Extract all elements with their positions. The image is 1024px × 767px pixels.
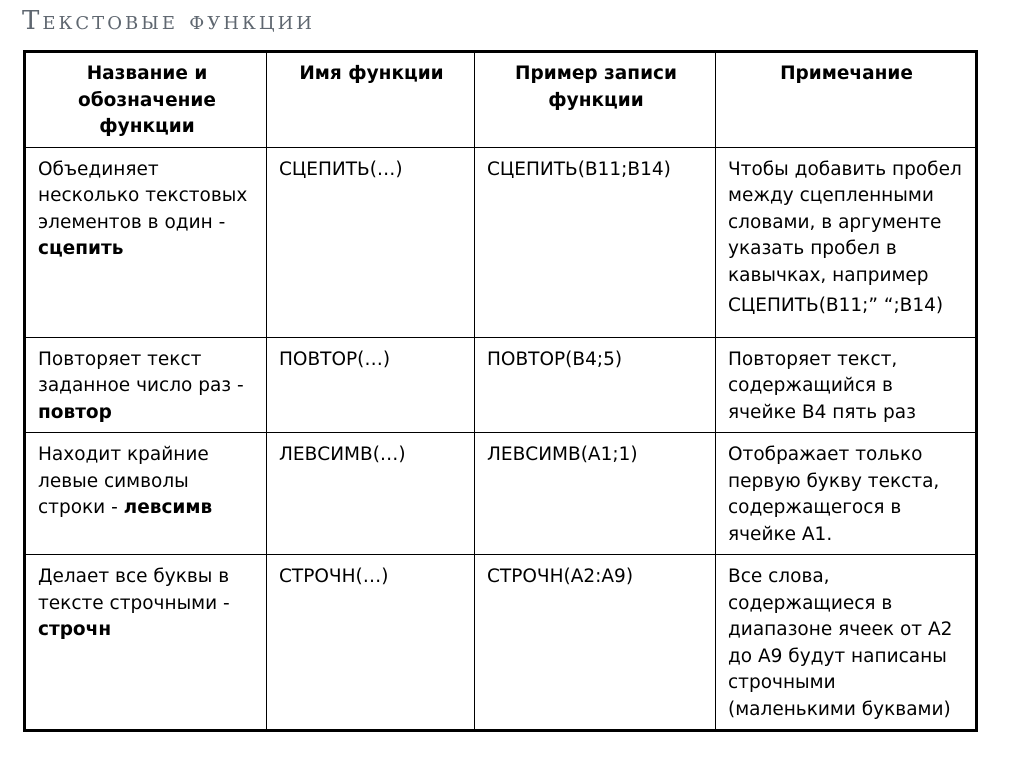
function-keyword: левсимв bbox=[123, 497, 213, 518]
note-cell bbox=[716, 147, 977, 337]
header-note: Примечание bbox=[716, 52, 977, 148]
example-cell: ЛЕВСИМВ(A1;1) bbox=[475, 433, 716, 555]
description-text: Повторяет текст заданное число раз - bbox=[38, 348, 244, 396]
function-keyword: повтор bbox=[38, 401, 112, 423]
function-name-cell: ЛЕВСИМВ(…) bbox=[267, 433, 475, 555]
example-cell: ПОВТОР(B4;5) bbox=[475, 337, 716, 433]
function-keyword: сцепить bbox=[38, 238, 124, 259]
function-name-cell: ПОВТОР(…) bbox=[267, 337, 475, 433]
description-cell bbox=[25, 433, 267, 555]
function-name-cell: СЦЕПИТЬ(…) bbox=[267, 147, 475, 337]
note-text: Чтобы добавить пробел между сцепленными словами, в аргументе указать пробел в кавычках, например bbox=[728, 158, 962, 286]
text-functions-table bbox=[23, 50, 978, 732]
header-example: Пример записи функции bbox=[475, 52, 716, 148]
table-header-row bbox=[25, 52, 977, 148]
example-cell: СТРОЧН(A2:A9) bbox=[475, 555, 716, 731]
description-cell bbox=[25, 337, 267, 433]
description-text: Объединяет несколько текстовых элементов в один - bbox=[38, 158, 248, 233]
function-name-cell: СТРОЧН(…) bbox=[267, 555, 475, 731]
header-description: Название и обозначение функции bbox=[25, 52, 267, 148]
description-text: Делает все буквы в тексте строчными - bbox=[38, 566, 230, 614]
note-cell: Отображает только первую букву текста, содержащегося в ячейке A1. bbox=[716, 433, 977, 555]
table-row bbox=[25, 337, 977, 433]
note-example: СЦЕПИТЬ(B11;” “;B14) bbox=[728, 295, 944, 316]
description-text: Находит крайние левые символы строки - bbox=[38, 444, 209, 518]
table-row bbox=[25, 433, 977, 555]
header-function-name: Имя функции bbox=[267, 52, 475, 148]
note-cell: Все слова, содержащиеся в диапазоне ячеек от A2 до A9 будут написаны строчными (маленькими буквами) bbox=[716, 555, 977, 731]
description-cell bbox=[25, 555, 267, 731]
table-row bbox=[25, 147, 977, 337]
table-row bbox=[25, 555, 977, 731]
note-cell: Повторяет текст, содержащийся в ячейке B4 пять раз bbox=[716, 337, 977, 433]
slide-title: Текстовые функции bbox=[22, 6, 315, 36]
description-cell bbox=[25, 147, 267, 337]
function-keyword: строчн bbox=[38, 619, 112, 640]
example-cell: СЦЕПИТЬ(B11;B14) bbox=[475, 147, 716, 337]
